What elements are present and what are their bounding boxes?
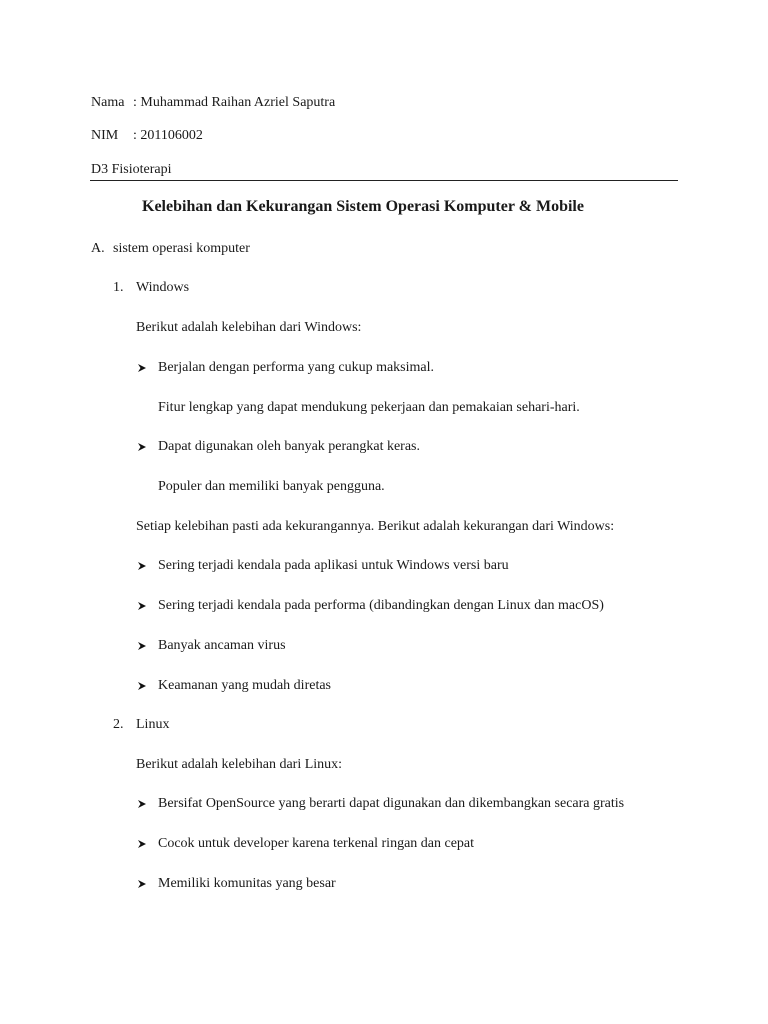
name-label: Nama (91, 95, 125, 110)
bullet-arrow-icon (137, 601, 147, 611)
nim-value: : 201106002 (133, 128, 203, 143)
linux-pro-2: Cocok untuk developer karena terkenal ringan dan cepat (158, 836, 475, 851)
document-title: Kelebihan dan Kekurangan Sistem Operasi Komputer & Mobile (142, 198, 584, 215)
linux-pros-intro: Berikut adalah kelebihan dari Linux: (136, 757, 343, 772)
windows-pros-intro: Berikut adalah kelebihan dari Windows: (136, 320, 362, 335)
windows-con-2: Sering terjadi kendala pada performa (dibandingkan dengan Linux dan macOS) (158, 598, 604, 613)
linux-heading: Linux (136, 717, 170, 732)
windows-heading: Windows (136, 280, 190, 295)
bullet-arrow-icon (137, 879, 147, 889)
linux-pro-1: Bersifat OpenSource yang berarti dapat digunakan dan dikembangkan secara gratis (158, 796, 625, 811)
section-a-heading: sistem operasi komputer (113, 241, 250, 256)
bullet-arrow-icon (137, 839, 147, 849)
bullet-arrow-icon (137, 799, 147, 809)
bullet-arrow-icon (137, 363, 147, 373)
linux-number: 2. (113, 717, 124, 732)
windows-number: 1. (113, 280, 124, 295)
windows-pro-1-continued: Fitur lengkap yang dapat mendukung pekerjaan dan pemakaian sehari-hari. (158, 400, 580, 415)
nim-label: NIM (91, 128, 119, 143)
windows-con-3: Banyak ancaman virus (158, 638, 286, 653)
bullet-arrow-icon (137, 442, 147, 452)
windows-con-1: Sering terjadi kendala pada aplikasi untuk Windows versi baru (158, 558, 509, 573)
section-a-marker: A. (91, 241, 105, 256)
windows-cons-intro: Setiap kelebihan pasti ada kekurangannya. Berikut adalah kekurangan dari Windows: (136, 519, 615, 534)
linux-pro-3: Memiliki komunitas yang besar (158, 876, 336, 891)
header-divider (90, 180, 678, 181)
windows-pro-2: Dapat digunakan oleh banyak perangkat keras. (158, 439, 421, 454)
bullet-arrow-icon (137, 561, 147, 571)
bullet-arrow-icon (137, 641, 147, 651)
windows-con-4: Keamanan yang mudah diretas (158, 678, 331, 693)
windows-pro-1: Berjalan dengan performa yang cukup maksimal. (158, 360, 435, 375)
study-program: D3 Fisioterapi (91, 162, 172, 177)
windows-pro-2-continued: Populer dan memiliki banyak pengguna. (158, 479, 385, 494)
bullet-arrow-icon (137, 681, 147, 691)
name-value: : Muhammad Raihan Azriel Saputra (133, 95, 336, 110)
